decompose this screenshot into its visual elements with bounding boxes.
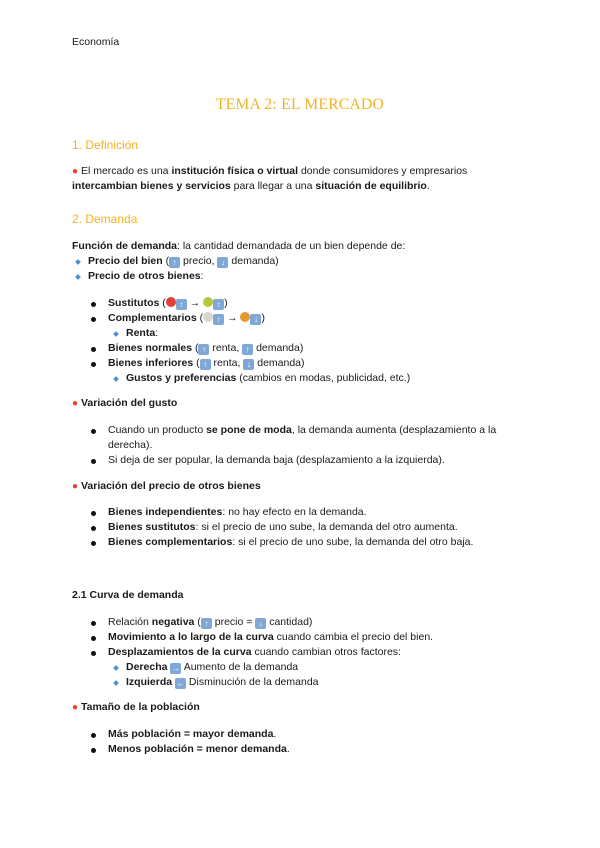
bullet-dot-icon	[91, 526, 96, 531]
arrow-up-icon: ↑	[176, 299, 187, 310]
arrow-down-icon: ↓	[250, 314, 261, 325]
bullet-dot-icon	[91, 541, 96, 546]
list-item-movimiento: Movimiento a lo largo de la curva cuando cambia el precio del bien.	[108, 631, 434, 643]
list-item-renta: Renta:	[126, 327, 159, 339]
bullet-dot-icon	[91, 347, 96, 352]
bullet-dot-icon	[91, 511, 96, 516]
arrow-down-icon: ↓	[255, 618, 266, 629]
list-item-menos-poblacion: Menos población = menor demanda.	[108, 743, 290, 755]
diamond-bullet-icon	[113, 376, 119, 382]
pushpin-icon: ●	[72, 166, 79, 177]
bullet-dot-icon	[91, 459, 96, 464]
pear-icon	[203, 297, 213, 307]
bullet-dot-icon	[91, 733, 96, 738]
subheading-variacion-precio: ● Variación del precio de otros bienes	[72, 480, 261, 492]
list-item-sustitutos-precio: Bienes sustitutos: si el precio de uno sube, la demanda del otro aumenta.	[108, 521, 458, 533]
arrow-up-icon: ↑	[201, 618, 212, 629]
document-title: TEMA 2: EL MERCADO	[215, 96, 384, 113]
arrow-up-icon: ↑	[213, 299, 224, 310]
subheading-poblacion: ● Tamaño de la población	[72, 701, 200, 713]
pushpin-icon: ●	[72, 398, 79, 409]
diamond-bullet-icon	[113, 680, 119, 686]
pushpin-icon: ●	[72, 481, 79, 492]
subheading-curva-demanda: 2.1 Curva de demanda	[72, 589, 184, 601]
bullet-dot-icon	[91, 651, 96, 656]
page-header: Economía	[72, 36, 120, 48]
list-item-precio-otros: Precio de otros bienes:	[88, 270, 204, 282]
list-item-derecha: Derecha → Aumento de la demanda	[126, 661, 299, 673]
arrow-up-icon: ↑	[169, 257, 180, 268]
list-item-izquierda: Izquierda ← Disminución de la demanda	[126, 676, 319, 688]
arrow-up-icon: ↑	[213, 314, 224, 325]
bullet-dot-icon	[91, 362, 96, 367]
list-item-gusto-moda: Cuando un producto se pone de moda, la demanda aumenta (desplazamiento a la derecha).	[108, 424, 497, 451]
arrow-right-icon: →	[171, 664, 180, 673]
arrow-up-icon: ↑	[198, 344, 209, 355]
list-item-bienes-inferiores: Bienes inferiores ( ↑ renta, ↓ demanda)	[108, 357, 305, 369]
list-item-mas-poblacion: Más población = mayor demanda.	[108, 728, 277, 740]
bullet-dot-icon	[91, 317, 96, 322]
list-item-relacion-negativa: Relación negativa ( ↑ precio = ↓ cantidad)	[108, 616, 313, 628]
bullet-dot-icon	[91, 621, 96, 626]
list-item-precio-bien: Precio del bien ( ↑ precio, ↓ demanda)	[88, 255, 279, 267]
list-item-gustos: Gustos y preferencias (cambios en modas, publicidad, etc.)	[126, 372, 411, 384]
croissant-icon	[240, 312, 250, 322]
apple-icon	[166, 297, 176, 307]
bullet-dot-icon	[91, 429, 96, 434]
bullet-dot-icon	[91, 636, 96, 641]
list-item-independientes: Bienes independientes: no hay efecto en la demanda.	[108, 506, 367, 518]
coffee-icon	[203, 312, 213, 322]
arrow-down-icon: ↓	[217, 257, 228, 268]
list-item-complementarios-precio: Bienes complementarios: si el precio de uno sube, la demanda del otro baja.	[108, 536, 474, 548]
diamond-bullet-icon	[75, 259, 81, 265]
section-heading-demanda: 2. Demanda	[72, 212, 138, 226]
list-item-bienes-normales: Bienes normales ( ↑ renta, ↑ demanda)	[108, 342, 304, 354]
definition-paragraph: ● El mercado es una institución física o virtual donde consumidores y empresarios intercambian bienes y servicios para llegar a una situación de equilibrio.	[72, 165, 468, 192]
list-item-complementarios: Complementarios ( ↑ → ↓ )	[108, 312, 265, 324]
bullet-dot-icon	[91, 302, 96, 307]
section-heading-definicion: 1. Definición	[72, 138, 139, 152]
subheading-variacion-gusto: ● Variación del gusto	[72, 397, 178, 409]
demand-function-line: Función de demanda: la cantidad demandada de un bien depende de:	[72, 240, 406, 252]
list-item-gusto-popular: Si deja de ser popular, la demanda baja (desplazamiento a la izquierda).	[108, 454, 445, 466]
diamond-bullet-icon	[113, 331, 119, 337]
list-item-desplazamientos: Desplazamientos de la curva cuando cambian otros factores:	[108, 646, 401, 658]
pushpin-icon: ●	[72, 702, 79, 713]
arrow-up-icon: ↑	[200, 359, 211, 370]
arrow-up-icon: ↑	[242, 344, 253, 355]
diamond-bullet-icon	[75, 274, 81, 280]
diamond-bullet-icon	[113, 665, 119, 671]
list-item-sustitutos: Sustitutos ( ↑ → ↑ )	[108, 297, 228, 309]
arrow-left-icon: ←	[176, 679, 185, 688]
bullet-dot-icon	[91, 748, 96, 753]
arrow-down-icon: ↓	[243, 359, 254, 370]
